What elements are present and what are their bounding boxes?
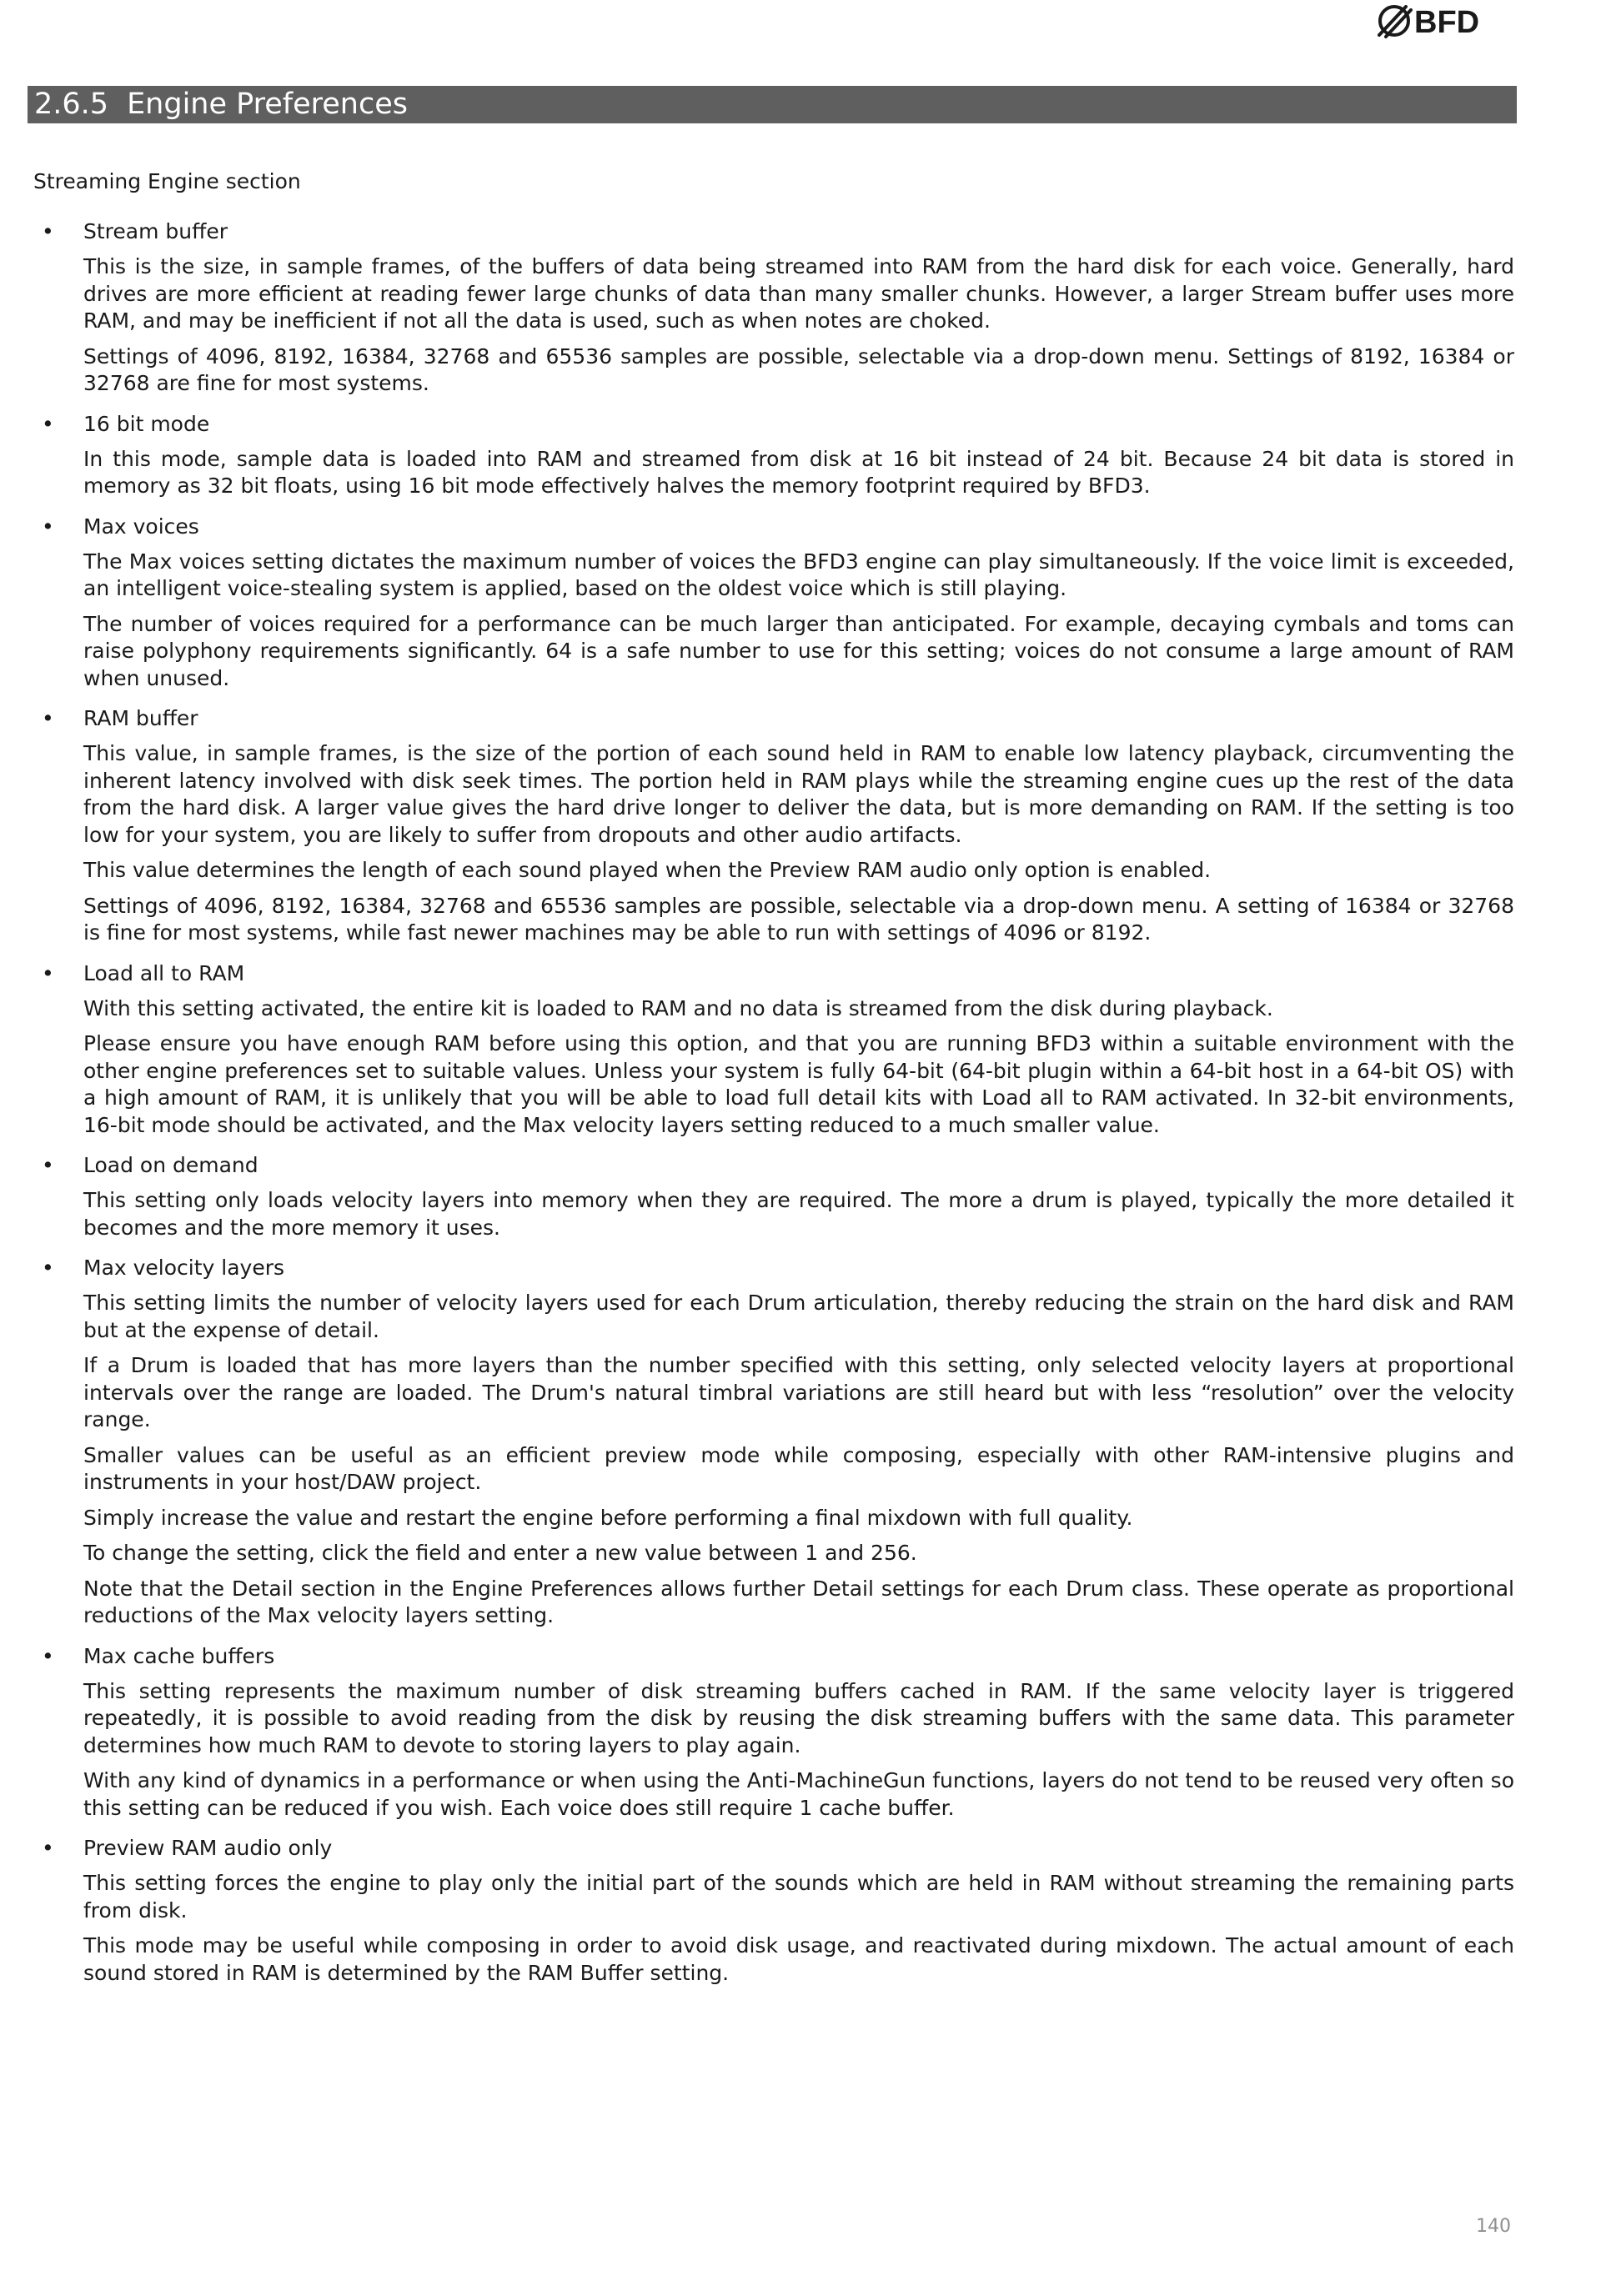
setting-description: Settings of 4096, 8192, 16384, 32768 and 65536 samples are possible, selectable via a drop-down menu. Settings of 8192, 16384 or 32768 are fine for most systems. xyxy=(83,343,1514,395)
bullet-icon: • xyxy=(42,960,54,985)
list-item xyxy=(33,213,1514,398)
list-item xyxy=(33,406,1514,500)
setting-description: In this mode, sample data is loaded into RAM and streamed from disk at 16 bit instead of 24 bit. Because 24 bit data is stored in memory as 32 bit floats, using 16 bit mode effectively halves the memory footprint required by BFD3. xyxy=(83,446,1514,498)
setting-description: Simply increase the value and restart the engine before performing a final mixdown with full quality. xyxy=(83,1505,1133,1530)
setting-description: Note that the Detail section in the Engine Preferences allows further Detail settings for each Drum class. These operate as proportional reductions of the Max velocity layers setting. xyxy=(83,1576,1514,1627)
setting-description: The number of voices required for a performance can be much larger than anticipated. For example, decaying cymbals and toms can raise polyphony requirements significantly. 64 is a safe number to use for this setting; voices do not consume a large amount of RAM when unused. xyxy=(83,611,1514,690)
setting-description: This setting represents the maximum number of disk streaming buffers cached in RAM. If the same velocity layer is triggered repeatedly, it is possible to avoid reading from the disk by reusing the disk streaming buffers with the same data. This parameter determines how much RAM to devote to storing layers to play again. xyxy=(83,1678,1514,1757)
setting-description: The Max voices setting dictates the maximum number of voices the BFD3 engine can play simultaneously. If the voice limit is exceeded, an intelligent voice-stealing system is applied, based on the oldest voice which is still playing. xyxy=(83,549,1514,600)
list-item xyxy=(33,955,1514,1140)
bullet-icon: • xyxy=(42,411,54,436)
setting-label: Stream buffer xyxy=(83,219,228,243)
section-header xyxy=(28,86,1517,123)
list-item xyxy=(33,1147,1514,1241)
setting-description: This setting forces the engine to play only the initial part of the sounds which are held in RAM without streaming the remaining parts from disk. xyxy=(83,1871,1514,1923)
setting-label: Max voices xyxy=(83,514,199,539)
setting-description: This setting limits the number of velocity layers used for each Drum articulation, thereby reducing the strain on the hard disk and RAM but at the expense of detail. xyxy=(83,1291,1514,1342)
setting-description: If a Drum is loaded that has more layers than the number specified with this setting, only selected velocity layers at proportional intervals over the range are loaded. The Drum's natural timbral variations are still heard but with less “resolution” over the velocity range. xyxy=(83,1353,1514,1431)
bullet-icon: • xyxy=(42,706,54,730)
setting-label: RAM buffer xyxy=(83,706,198,730)
setting-label: Load all to RAM xyxy=(83,960,245,985)
setting-description: This is the size, in sample frames, of the buffers of data being streamed into RAM from the hard disk for each voice. Generally, hard drives are more efficient at reading fewer large chunks of data than many smaller chunks. However, a larger Stream buffer uses more RAM, and may be inefficient if not all the data is used, such as when notes are choked. xyxy=(83,254,1514,333)
page-content xyxy=(33,163,1514,1995)
setting-description: With any kind of dynamics in a performance or when using the Anti-MachineGun functions, layers do not tend to be reused very often so this setting can be reduced if you wish. Each voice does still require 1 cache buffer. xyxy=(83,1768,1514,1820)
bfd-logo xyxy=(1374,2,1516,40)
settings-list xyxy=(33,213,1514,1987)
bullet-icon: • xyxy=(42,1836,54,1860)
setting-description: With this setting activated, the entire kit is loaded to RAM and no data is streamed from the disk during playback. xyxy=(83,995,1273,1020)
setting-description: This value, in sample frames, is the size of the portion of each sound held in RAM to enable low latency playback, circumventing the inherent latency involved with disk seek times. The portion held in RAM plays while the streaming engine cues up the rest of the data from the hard disk. A larger value gives the hard drive longer to deliver the data, but is more demanding on RAM. If the setting is too low for your system, you are likely to suffer from dropouts and other audio artifacts. xyxy=(83,741,1514,847)
setting-description: Settings of 4096, 8192, 16384, 32768 and 65536 samples are possible, selectable via a drop-down menu. A setting of 16384 or 32768 is fine for most systems, while fast newer machines may be able to run with settings of 4096 or 8192. xyxy=(83,893,1514,945)
bullet-icon: • xyxy=(42,1643,54,1668)
bfd-logo-text: BFD xyxy=(1414,5,1480,40)
section-title: Engine Preferences xyxy=(127,88,408,121)
bullet-icon: • xyxy=(42,514,54,539)
setting-label: Max cache buffers xyxy=(83,1643,275,1668)
setting-label: Max velocity layers xyxy=(83,1256,285,1280)
setting-description: Smaller values can be useful as an efficient preview mode while composing, especially with other RAM-intensive plugins and instruments in your host/DAW project. xyxy=(83,1442,1514,1494)
setting-description: To change the setting, click the field and enter a new value between 1 and 256. xyxy=(83,1541,917,1565)
list-item xyxy=(33,1250,1514,1630)
setting-description: This mode may be useful while composing in order to avoid disk usage, and reactivated during mixdown. The actual amount of each sound stored in RAM is determined by the RAM Buffer setting. xyxy=(83,1933,1514,1985)
bullet-icon: • xyxy=(42,1153,54,1177)
page-number: 140 xyxy=(1476,2216,1511,2237)
list-item xyxy=(33,700,1514,947)
subsection-title: Streaming Engine section xyxy=(33,169,301,193)
section-number: 2.6.5 xyxy=(34,88,109,121)
list-item xyxy=(33,1830,1514,1987)
setting-label: Preview RAM audio only xyxy=(83,1836,333,1860)
list-item xyxy=(33,1638,1514,1822)
list-item xyxy=(33,509,1514,693)
bullet-icon: • xyxy=(42,1256,54,1280)
bullet-icon: • xyxy=(42,219,54,243)
setting-description: This value determines the length of each sound played when the Preview RAM audio only option is enabled. xyxy=(83,858,1212,882)
setting-description: This setting only loads velocity layers into memory when they are required. The more a drum is played, typically the more detailed it becomes and the more memory it uses. xyxy=(83,1188,1514,1240)
setting-label: 16 bit mode xyxy=(83,411,210,436)
setting-label: Load on demand xyxy=(83,1153,258,1177)
setting-description: Please ensure you have enough RAM before using this option, and that you are running BFD3 within a suitable environment with the other engine preferences set to suitable values. Unless your system is fully 64-bit (64-bit plugin within a 64-bit host in a 64-bit OS) with a high amount of RAM, it is unlikely that you will be able to load full detail kits with Load all to RAM activated. In 32-bit environments, 16-bit mode should be activated, and the Max velocity layers setting reduced to a much smaller value. xyxy=(83,1031,1514,1137)
